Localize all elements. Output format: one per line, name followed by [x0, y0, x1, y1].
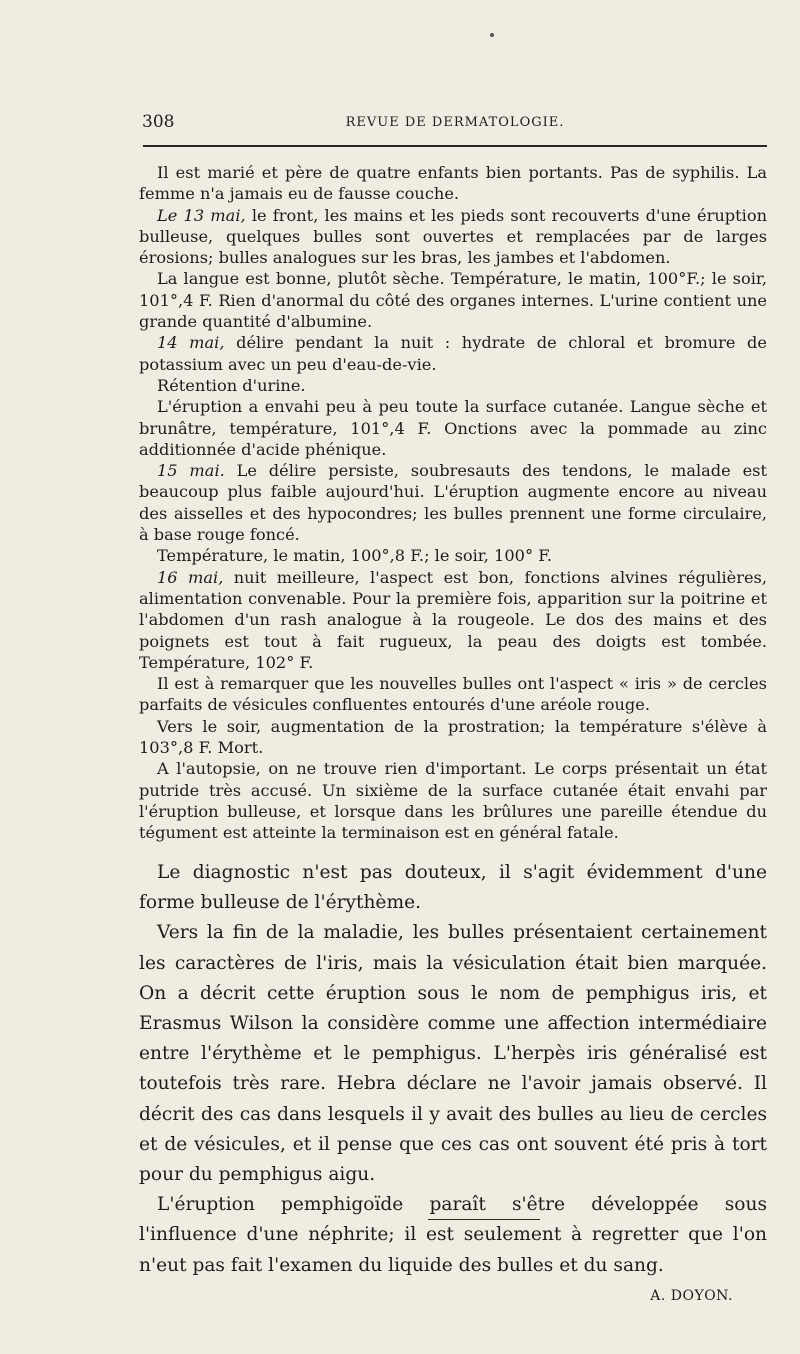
paragraph	[139, 567, 767, 673]
paragraph: Le diagnostic n'est pas douteux, il s'agit évidemment d'une forme bulleuse de l'érythème.	[139, 862, 767, 914]
header-rule	[143, 145, 767, 147]
paragraph-text: Il est marié et père de quatre enfants bien portants. Pas de syphilis. La femme n'a jamais eu de fausse couche.	[139, 163, 767, 204]
date-label: 14 mai,	[157, 333, 225, 353]
paragraph-text: délire pendant la nuit : hydrate de chloral et bromure de potassium avec un peu d'eau-de-vie.	[139, 333, 767, 374]
paragraph	[139, 268, 767, 332]
paragraph-text: Rétention d'urine.	[157, 375, 306, 395]
print-mark	[490, 33, 494, 37]
date-label: Le 13 mai,	[157, 205, 246, 225]
date-label: 16 mai,	[157, 567, 224, 587]
running-title: REVUE DE DERMATOLOGIE.	[345, 115, 565, 130]
paragraph-text: Il est à remarquer que les nouvelles bulles ont l'aspect « iris » de cercles parfaits de vésicules confluentes entourés d'une aréole rouge.	[139, 674, 767, 715]
paragraph	[139, 545, 767, 566]
end-rule	[428, 1219, 540, 1220]
paragraph	[139, 758, 767, 843]
paragraph-text: La langue est bonne, plutôt sèche. Température, le matin, 100°F.; le soir, 101°,4 F. Rien d'anormal du côté des organes internes. L'urine contient une grande quantité d'albumine.	[139, 269, 767, 332]
paragraph	[139, 396, 767, 460]
paragraph-text: Le délire persiste, soubresauts des tendons, le malade est beaucoup plus faible aujourd'hui. L'éruption augmente encore au niveau des aisselles et des hypocondres; les bulles prennent une forme circulaire, à base rouge foncé.	[139, 461, 767, 545]
paragraph	[139, 162, 767, 205]
paragraph: Vers la fin de la maladie, les bulles présentaient certainement les caractères de l'iris, mais la vésiculation était bien marquée. On a décrit cette éruption sous le nom de pemphigus iris, et Erasmus Wilson la considère comme une affection intermédiaire entre l'érythème et le pemphigus. L'herpès iris généralisé est toutefois très rare. Hebra déclare ne l'avoir jamais observé. Il décrit des cas dans lesquels il y avait des bulles au lieu de cercles et de vésicules, et il pense que ces cas ont souvent été pris à tort pour du pemphigus aigu.	[139, 922, 767, 1186]
paragraph-text: A l'autopsie, on ne trouve rien d'important. Le corps présentait un état putride très accusé. Un sixième de la surface cutanée était envahi par l'éruption bulleuse, et lorsque dans les brûlures une pareille étendue du tégument est atteinte la terminaison est en général fatale.	[139, 759, 767, 843]
paragraph	[139, 716, 767, 759]
case-notes	[139, 162, 767, 844]
page-number: 308	[142, 112, 175, 132]
paragraph-text: L'éruption a envahi peu à peu toute la surface cutanée. Langue sèche et brunâtre, température, 101°,4 F. Onctions avec la pommade au zinc additionnée d'acide phénique.	[139, 397, 767, 459]
paragraph	[139, 332, 767, 375]
paragraph-text: le front, les mains et les pieds sont recouverts d'une éruption bulleuse, quelques bulles sont ouvertes et remplacées par de larges érosions; bulles analogues sur les bras, les jambes et l'abdomen.	[139, 205, 767, 268]
paragraph-text: Vers le soir, augmentation de la prostration; la température s'élève à 103°,8 F. Mort.	[139, 716, 767, 758]
paragraph	[139, 673, 767, 716]
author-signature: A. DOYON.	[650, 1287, 733, 1304]
date-label: 15 mai.	[157, 461, 225, 481]
running-head	[142, 112, 768, 134]
paragraph	[139, 205, 767, 269]
paragraph	[139, 1190, 767, 1304]
paragraph	[139, 460, 767, 545]
paragraph-text: nuit meilleure, l'aspect est bon, fonctions alvines régulières, alimentation convenable. Pour la première fois, apparition sur la poitrine et l'abdomen d'un rash analogue à la rougeole. Le dos des mains et des poignets est tout à fait rugueux, la peau des doigts est tombée. Température, 102° F.	[139, 567, 767, 672]
paragraph-text: L'éruption pemphigoïde paraît s'être développée sous l'influence d'une néphrite; il est seulement à regretter que l'on n'eut pas fait l'examen du liquide des bulles et du sang.	[139, 1194, 767, 1276]
paragraph-text: Température, le matin, 100°,8 F.; le soir, 100° F.	[157, 546, 553, 566]
discussion	[139, 858, 767, 1311]
paragraph	[139, 375, 767, 396]
